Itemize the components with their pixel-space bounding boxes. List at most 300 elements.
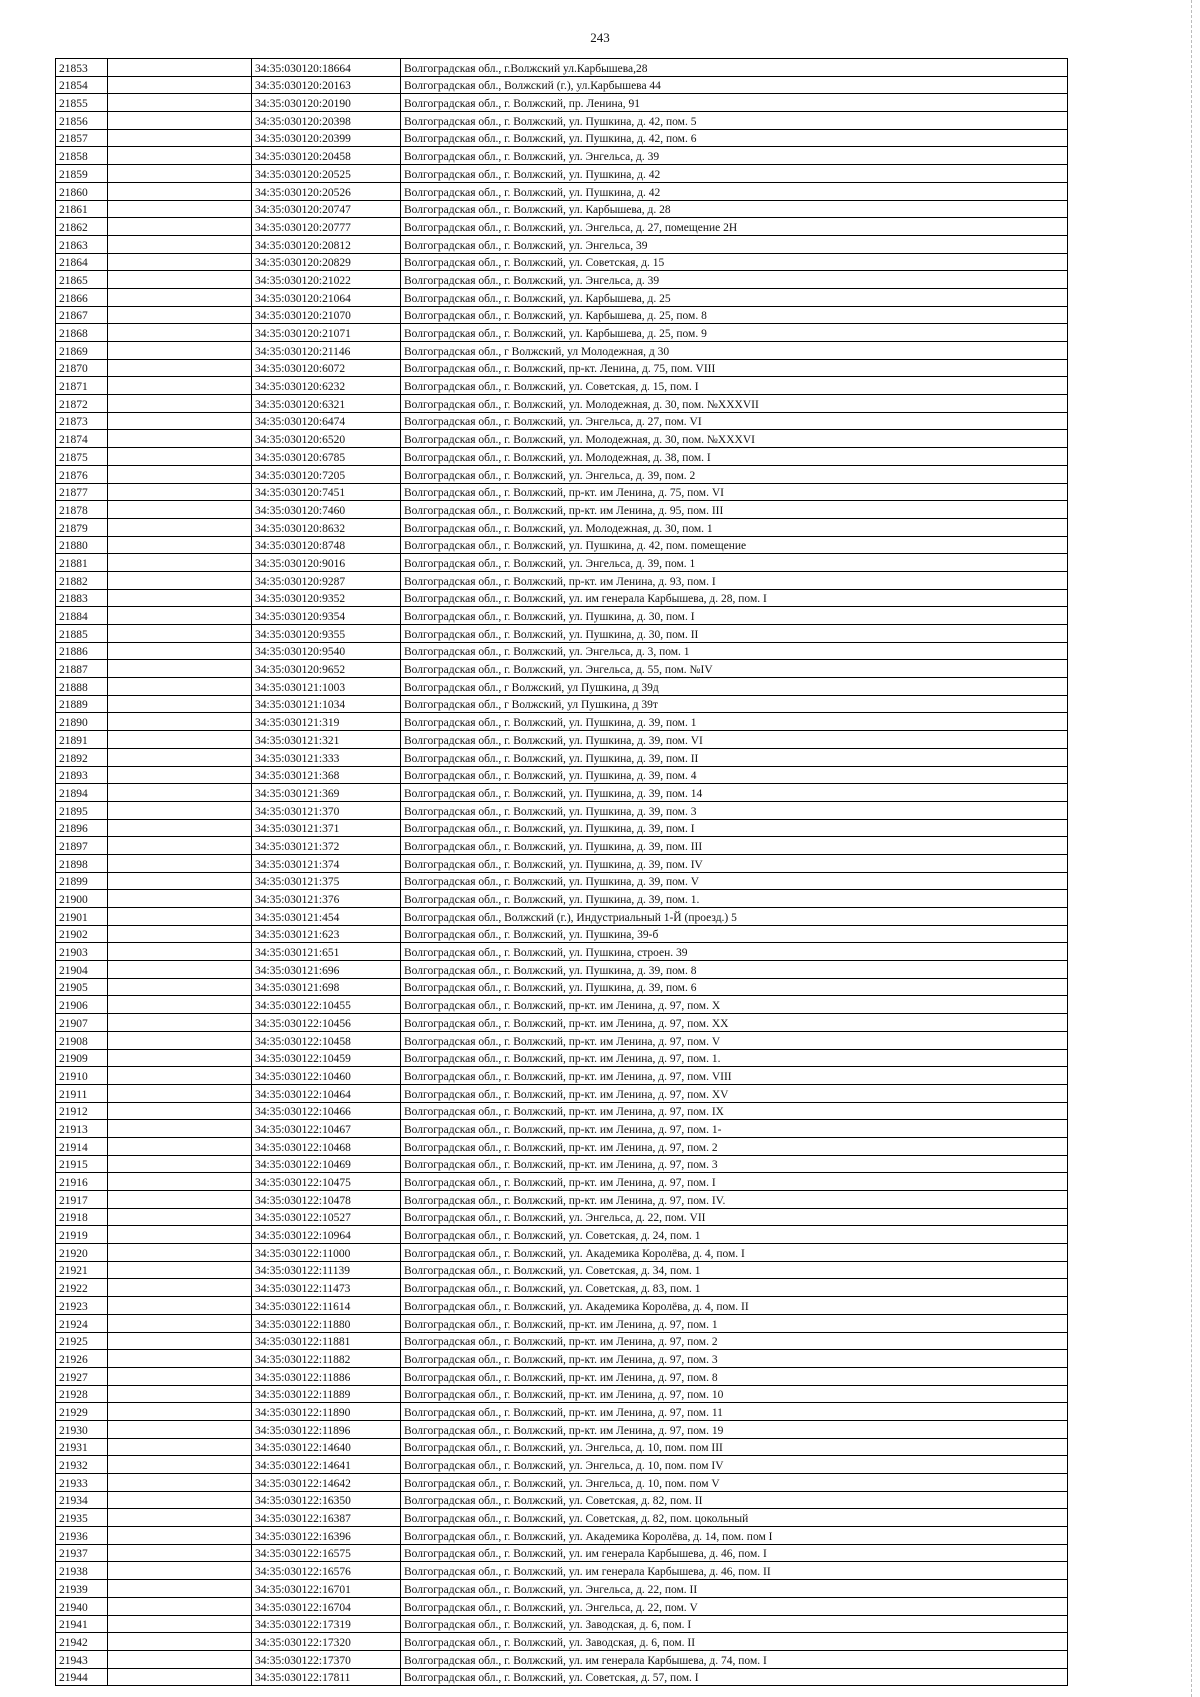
- num-cell: 21922: [56, 1279, 108, 1297]
- table-row: [56, 1226, 1068, 1244]
- cadastral-number-cell: 34:35:030122:10466: [252, 1102, 401, 1120]
- cadastral-number-cell: 34:35:030122:10469: [252, 1155, 401, 1173]
- blank-cell: [108, 76, 252, 94]
- blank-cell: [108, 1633, 252, 1651]
- table-row: [56, 1544, 1068, 1562]
- address-cell: Волгоградская обл., г. Волжский, ул. им генерала Карбышева, д. 46, пом. II: [401, 1562, 1068, 1580]
- cadastral-number-cell: 34:35:030121:371: [252, 819, 401, 837]
- address-cell: Волгоградская обл., г. Волжский, ул. Пушкина, д. 42: [401, 182, 1068, 200]
- table-row: [56, 465, 1068, 483]
- address-cell: Волгоградская обл., г. Волжский, пр-кт. им Ленина, д. 95, пом. III: [401, 501, 1068, 519]
- table-row: [56, 147, 1068, 165]
- cadastral-number-cell: 34:35:030122:16576: [252, 1562, 401, 1580]
- cadastral-number-cell: 34:35:030120:8748: [252, 536, 401, 554]
- num-cell: 21942: [56, 1633, 108, 1651]
- cadastral-number-cell: 34:35:030120:20829: [252, 253, 401, 271]
- num-cell: 21917: [56, 1191, 108, 1209]
- table-row: [56, 695, 1068, 713]
- table-row: [56, 801, 1068, 819]
- cadastral-number-cell: 34:35:030122:10478: [252, 1191, 401, 1209]
- address-cell: Волгоградская обл., г. Волжский, пр-кт. им Ленина, д. 97, пом. 3: [401, 1155, 1068, 1173]
- address-cell: Волгоградская обл., г. Волжский, ул. Пушкина, д. 39, пом. 14: [401, 784, 1068, 802]
- cadastral-number-cell: 34:35:030122:10456: [252, 1014, 401, 1032]
- address-cell: Волгоградская обл., г. Волжский, ул. Пушкина, д. 39, пом. III: [401, 837, 1068, 855]
- cadastral-number-cell: 34:35:030122:10527: [252, 1208, 401, 1226]
- table-row: [56, 1208, 1068, 1226]
- blank-cell: [108, 412, 252, 430]
- table-row: [56, 996, 1068, 1014]
- cadastral-number-cell: 34:35:030120:21064: [252, 288, 401, 306]
- cadastral-number-cell: 34:35:030122:10475: [252, 1173, 401, 1191]
- address-cell: Волгоградская обл., г. Волжский, пр-кт. им Ленина, д. 97, пом. 11: [401, 1403, 1068, 1421]
- address-cell: Волгоградская обл., г. Волжский, ул. Пушкина, 39-б: [401, 925, 1068, 943]
- num-cell: 21904: [56, 961, 108, 979]
- num-cell: 21872: [56, 395, 108, 413]
- cadastral-number-cell: 34:35:030122:16704: [252, 1597, 401, 1615]
- address-cell: Волгоградская обл., г. Волжский, ул. Пушкина, д. 39, пом. V: [401, 872, 1068, 890]
- blank-cell: [108, 1580, 252, 1598]
- num-cell: 21878: [56, 501, 108, 519]
- num-cell: 21869: [56, 342, 108, 360]
- table-row: [56, 94, 1068, 112]
- address-cell: Волгоградская обл., г. Волжский, ул. Пушкина, д. 39, пом. 1.: [401, 890, 1068, 908]
- address-cell: Волгоградская обл., г. Волжский, ул. Энгельса, 39: [401, 235, 1068, 253]
- cadastral-number-cell: 34:35:030121:372: [252, 837, 401, 855]
- address-cell: Волгоградская обл., г. Волжский, ул. Советская, д. 82, пом. цокольный: [401, 1509, 1068, 1527]
- blank-cell: [108, 1208, 252, 1226]
- blank-cell: [108, 713, 252, 731]
- cadastral-number-cell: 34:35:030121:623: [252, 925, 401, 943]
- table-row: [56, 59, 1068, 77]
- num-cell: 21928: [56, 1385, 108, 1403]
- table-row: [56, 872, 1068, 890]
- table-row: [56, 1120, 1068, 1138]
- cadastral-number-cell: 34:35:030120:6785: [252, 448, 401, 466]
- num-cell: 21856: [56, 112, 108, 130]
- num-cell: 21941: [56, 1615, 108, 1633]
- address-cell: Волгоградская обл., г. Волжский, ул. Энгельса, д. 27, пом. VI: [401, 412, 1068, 430]
- blank-cell: [108, 165, 252, 183]
- blank-cell: [108, 1014, 252, 1032]
- num-cell: 21886: [56, 642, 108, 660]
- cadastral-number-cell: 34:35:030120:21071: [252, 324, 401, 342]
- num-cell: 21875: [56, 448, 108, 466]
- blank-cell: [108, 1420, 252, 1438]
- address-cell: Волгоградская обл., г. Волжский, ул. Пушкина, д. 39, пом. 3: [401, 801, 1068, 819]
- blank-cell: [108, 483, 252, 501]
- table-row: [56, 961, 1068, 979]
- address-cell: Волгоградская обл., Волжский (г.), Индустриальный 1-Й (проезд.) 5: [401, 908, 1068, 926]
- table-row: [56, 1014, 1068, 1032]
- num-cell: 21867: [56, 306, 108, 324]
- blank-cell: [108, 589, 252, 607]
- table-row: [56, 748, 1068, 766]
- table-row: [56, 536, 1068, 554]
- address-cell: Волгоградская обл., г. Волжский, ул. Советская, д. 34, пом. 1: [401, 1261, 1068, 1279]
- table-row: [56, 571, 1068, 589]
- blank-cell: [108, 147, 252, 165]
- address-cell: Волгоградская обл., г. Волжский, пр-кт. им Ленина, д. 97, пом. 2: [401, 1332, 1068, 1350]
- blank-cell: [108, 1650, 252, 1668]
- address-cell: Волгоградская обл., г. Волжский, ул. Академика Королёва, д. 4, пом. II: [401, 1297, 1068, 1315]
- cadastral-number-cell: 34:35:030120:6072: [252, 359, 401, 377]
- address-cell: Волгоградская обл., г. Волжский, ул. Энгельса, д. 39: [401, 271, 1068, 289]
- num-cell: 21885: [56, 625, 108, 643]
- blank-cell: [108, 1084, 252, 1102]
- num-cell: 21913: [56, 1120, 108, 1138]
- num-cell: 21881: [56, 554, 108, 572]
- num-cell: 21930: [56, 1420, 108, 1438]
- table-row: [56, 271, 1068, 289]
- num-cell: 21854: [56, 76, 108, 94]
- num-cell: 21915: [56, 1155, 108, 1173]
- blank-cell: [108, 1279, 252, 1297]
- table-row: [56, 483, 1068, 501]
- cadastral-number-cell: 34:35:030122:10464: [252, 1084, 401, 1102]
- address-cell: Волгоградская обл., г. Волжский, ул. Карбышева, д. 28: [401, 200, 1068, 218]
- blank-cell: [108, 377, 252, 395]
- table-row: [56, 1155, 1068, 1173]
- cadastral-number-cell: 34:35:030122:17319: [252, 1615, 401, 1633]
- address-cell: Волгоградская обл., г. Волжский, пр-кт. Ленина, д. 75, пом. VIII: [401, 359, 1068, 377]
- cadastral-number-cell: 34:35:030120:9016: [252, 554, 401, 572]
- blank-cell: [108, 1067, 252, 1085]
- num-cell: 21918: [56, 1208, 108, 1226]
- cadastral-number-cell: 34:35:030120:20399: [252, 129, 401, 147]
- num-cell: 21934: [56, 1491, 108, 1509]
- address-cell: Волгоградская обл., г. Волжский, ул. им генерала Карбышева, д. 74, пом. I: [401, 1650, 1068, 1668]
- num-cell: 21937: [56, 1544, 108, 1562]
- cadastral-number-cell: 34:35:030122:14641: [252, 1456, 401, 1474]
- blank-cell: [108, 1314, 252, 1332]
- cadastral-number-cell: 34:35:030122:11880: [252, 1314, 401, 1332]
- table-row: [56, 235, 1068, 253]
- num-cell: 21911: [56, 1084, 108, 1102]
- cadastral-number-cell: 34:35:030122:10455: [252, 996, 401, 1014]
- blank-cell: [108, 819, 252, 837]
- num-cell: 21862: [56, 218, 108, 236]
- address-cell: Волгоградская обл., г Волжский, ул Пушкина, д 39т: [401, 695, 1068, 713]
- table-row: [56, 1031, 1068, 1049]
- cadastral-number-cell: 34:35:030122:11473: [252, 1279, 401, 1297]
- address-cell: Волгоградская обл., г. Волжский, ул. Заводская, д. 6, пом. I: [401, 1615, 1068, 1633]
- blank-cell: [108, 288, 252, 306]
- page-number: 243: [590, 30, 610, 45]
- num-cell: 21891: [56, 731, 108, 749]
- cadastral-number-cell: 34:35:030122:11896: [252, 1420, 401, 1438]
- cadastral-number-cell: 34:35:030122:10459: [252, 1049, 401, 1067]
- table-row: [56, 1456, 1068, 1474]
- table-row: [56, 412, 1068, 430]
- table-row: [56, 1279, 1068, 1297]
- table-row: [56, 1067, 1068, 1085]
- address-cell: Волгоградская обл., г. Волжский, пр-кт. им Ленина, д. 93, пом. I: [401, 571, 1068, 589]
- num-cell: 21892: [56, 748, 108, 766]
- cadastral-number-cell: 34:35:030122:10964: [252, 1226, 401, 1244]
- blank-cell: [108, 430, 252, 448]
- table-row: [56, 1244, 1068, 1262]
- address-cell: Волгоградская обл., г. Волжский, ул. Академика Королёва, д. 4, пом. I: [401, 1244, 1068, 1262]
- num-cell: 21882: [56, 571, 108, 589]
- num-cell: 21935: [56, 1509, 108, 1527]
- cadastral-number-cell: 34:35:030122:11886: [252, 1367, 401, 1385]
- address-cell: Волгоградская обл., г. Волжский, пр-кт. им Ленина, д. 97, пом. I: [401, 1173, 1068, 1191]
- table-row: [56, 1350, 1068, 1368]
- num-cell: 21857: [56, 129, 108, 147]
- cadastral-number-cell: 34:35:030122:11882: [252, 1350, 401, 1368]
- table-row: [56, 182, 1068, 200]
- table-row: [56, 943, 1068, 961]
- num-cell: 21939: [56, 1580, 108, 1598]
- num-cell: 21879: [56, 518, 108, 536]
- cadastral-number-cell: 34:35:030120:9354: [252, 607, 401, 625]
- num-cell: 21923: [56, 1297, 108, 1315]
- address-cell: Волгоградская обл., г. Волжский, пр-кт. им Ленина, д. 97, пом. 2: [401, 1137, 1068, 1155]
- num-cell: 21887: [56, 660, 108, 678]
- table-row: [56, 1527, 1068, 1545]
- cadastral-number-cell: 34:35:030120:20458: [252, 147, 401, 165]
- address-cell: Волгоградская обл., г. Волжский, ул. Энгельса, д. 39, пом. 1: [401, 554, 1068, 572]
- num-cell: 21858: [56, 147, 108, 165]
- cadastral-number-cell: 34:35:030122:11890: [252, 1403, 401, 1421]
- table-row: [56, 908, 1068, 926]
- blank-cell: [108, 978, 252, 996]
- table-row: [56, 342, 1068, 360]
- table-row: [56, 359, 1068, 377]
- blank-cell: [108, 536, 252, 554]
- blank-cell: [108, 1668, 252, 1686]
- cadastral-number-cell: 34:35:030121:321: [252, 731, 401, 749]
- table-row: [56, 1049, 1068, 1067]
- cadastral-number-cell: 34:35:030120:9352: [252, 589, 401, 607]
- blank-cell: [108, 908, 252, 926]
- cadastral-number-cell: 34:35:030120:9355: [252, 625, 401, 643]
- num-cell: 21889: [56, 695, 108, 713]
- table-row: [56, 642, 1068, 660]
- blank-cell: [108, 695, 252, 713]
- cadastral-number-cell: 34:35:030120:20398: [252, 112, 401, 130]
- blank-cell: [108, 59, 252, 77]
- cadastral-number-cell: 34:35:030122:16396: [252, 1527, 401, 1545]
- table-row: [56, 1261, 1068, 1279]
- cadastral-number-cell: 34:35:030122:16575: [252, 1544, 401, 1562]
- cadastral-number-cell: 34:35:030121:1003: [252, 678, 401, 696]
- blank-cell: [108, 1474, 252, 1492]
- table-row: [56, 589, 1068, 607]
- address-cell: Волгоградская обл., г. Волжский, ул. Пушкина, д. 30, пом. I: [401, 607, 1068, 625]
- cadastral-number-cell: 34:35:030122:17811: [252, 1668, 401, 1686]
- table-row: [56, 1420, 1068, 1438]
- cadastral-number-cell: 34:35:030121:376: [252, 890, 401, 908]
- cadastral-number-cell: 34:35:030120:6520: [252, 430, 401, 448]
- address-cell: Волгоградская обл., г.Волжский ул.Карбышева,28: [401, 59, 1068, 77]
- table-row: [56, 306, 1068, 324]
- cadastral-number-cell: 34:35:030120:9652: [252, 660, 401, 678]
- cadastral-number-cell: 34:35:030122:10458: [252, 1031, 401, 1049]
- blank-cell: [108, 1226, 252, 1244]
- table-row: [56, 1173, 1068, 1191]
- address-cell: Волгоградская обл., г. Волжский, пр-кт. им Ленина, д. 97, пом. 19: [401, 1420, 1068, 1438]
- num-cell: 21890: [56, 713, 108, 731]
- address-cell: Волгоградская обл., г. Волжский, пр-кт. им Ленина, д. 97, пом. 8: [401, 1367, 1068, 1385]
- blank-cell: [108, 1597, 252, 1615]
- table-row: [56, 218, 1068, 236]
- address-cell: Волгоградская обл., г. Волжский, ул. Карбышева, д. 25, пом. 8: [401, 306, 1068, 324]
- address-cell: Волгоградская обл., г. Волжский, ул. Энгельса, д. 10, пом. пом IV: [401, 1456, 1068, 1474]
- blank-cell: [108, 271, 252, 289]
- num-cell: 21919: [56, 1226, 108, 1244]
- num-cell: 21902: [56, 925, 108, 943]
- address-cell: Волгоградская обл., г Волжский, ул Молодежная, д 30: [401, 342, 1068, 360]
- blank-cell: [108, 872, 252, 890]
- address-cell: Волгоградская обл., г. Волжский, ул. Энгельса, д. 27, помещение 2Н: [401, 218, 1068, 236]
- cadastral-number-cell: 34:35:030120:20525: [252, 165, 401, 183]
- table-row: [56, 112, 1068, 130]
- cadastral-number-cell: 34:35:030120:20190: [252, 94, 401, 112]
- cadastral-number-cell: 34:35:030120:7460: [252, 501, 401, 519]
- table-row: [56, 1633, 1068, 1651]
- num-cell: 21868: [56, 324, 108, 342]
- num-cell: 21940: [56, 1597, 108, 1615]
- num-cell: 21894: [56, 784, 108, 802]
- blank-cell: [108, 625, 252, 643]
- address-cell: Волгоградская обл., г. Волжский, ул. Молодежная, д. 30, пом. 1: [401, 518, 1068, 536]
- num-cell: 21916: [56, 1173, 108, 1191]
- table-row: [56, 1491, 1068, 1509]
- blank-cell: [108, 94, 252, 112]
- address-cell: Волгоградская обл., г. Волжский, ул. Энгельса, д. 55, пом. №IV: [401, 660, 1068, 678]
- address-cell: Волгоградская обл., г. Волжский, пр-кт. им Ленина, д. 97, пом. 10: [401, 1385, 1068, 1403]
- blank-cell: [108, 1544, 252, 1562]
- num-cell: 21926: [56, 1350, 108, 1368]
- table-row: [56, 766, 1068, 784]
- table-row: [56, 76, 1068, 94]
- num-cell: 21871: [56, 377, 108, 395]
- num-cell: 21870: [56, 359, 108, 377]
- blank-cell: [108, 112, 252, 130]
- cadastral-number-cell: 34:35:030122:14642: [252, 1474, 401, 1492]
- table-row: [56, 678, 1068, 696]
- cadastral-number-cell: 34:35:030122:10467: [252, 1120, 401, 1138]
- blank-cell: [108, 1615, 252, 1633]
- address-cell: Волгоградская обл., г. Волжский, пр. Ленина, 91: [401, 94, 1068, 112]
- cadastral-number-cell: 34:35:030122:14640: [252, 1438, 401, 1456]
- table-row: [56, 1474, 1068, 1492]
- blank-cell: [108, 571, 252, 589]
- blank-cell: [108, 961, 252, 979]
- address-cell: Волгоградская обл., г. Волжский, ул. Заводская, д. 6, пом. II: [401, 1633, 1068, 1651]
- num-cell: 21921: [56, 1261, 108, 1279]
- blank-cell: [108, 1367, 252, 1385]
- cadastral-number-cell: 34:35:030121:368: [252, 766, 401, 784]
- address-cell: Волгоградская обл., г. Волжский, ул. Советская, д. 15: [401, 253, 1068, 271]
- address-cell: Волгоградская обл., г. Волжский, пр-кт. им Ленина, д. 75, пом. VI: [401, 483, 1068, 501]
- address-cell: Волгоградская обл., г. Волжский, ул. Пушкина, д. 42, пом. 6: [401, 129, 1068, 147]
- table-row: [56, 1580, 1068, 1598]
- address-cell: Волгоградская обл., г. Волжский, ул. Энгельса, д. 10, пом. пом III: [401, 1438, 1068, 1456]
- table-row: [56, 165, 1068, 183]
- num-cell: 21938: [56, 1562, 108, 1580]
- address-cell: Волгоградская обл., г. Волжский, ул. Пушкина, д. 39, пом. 1: [401, 713, 1068, 731]
- num-cell: 21883: [56, 589, 108, 607]
- blank-cell: [108, 1491, 252, 1509]
- address-cell: Волгоградская обл., г. Волжский, ул. Пушкина, д. 42, пом. помещение: [401, 536, 1068, 554]
- blank-cell: [108, 731, 252, 749]
- address-cell: Волгоградская обл., г. Волжский, ул. Энгельса, д. 22, пом. V: [401, 1597, 1068, 1615]
- cadastral-number-cell: 34:35:030122:11139: [252, 1261, 401, 1279]
- address-cell: Волгоградская обл., г. Волжский, пр-кт. им Ленина, д. 97, пом. X: [401, 996, 1068, 1014]
- table-row: [56, 1297, 1068, 1315]
- table-row: [56, 854, 1068, 872]
- address-cell: Волгоградская обл., г. Волжский, ул. Пушкина, д. 39, пом. IV: [401, 854, 1068, 872]
- num-cell: 21865: [56, 271, 108, 289]
- blank-cell: [108, 925, 252, 943]
- blank-cell: [108, 837, 252, 855]
- blank-cell: [108, 1031, 252, 1049]
- cadastral-number-cell: 34:35:030121:454: [252, 908, 401, 926]
- cadastral-number-cell: 34:35:030121:374: [252, 854, 401, 872]
- address-cell: Волгоградская обл., г. Волжский, ул. Энгельса, д. 39: [401, 147, 1068, 165]
- table-row: [56, 1668, 1068, 1686]
- num-cell: 21944: [56, 1668, 108, 1686]
- address-cell: Волгоградская обл., г. Волжский, ул. Энгельса, д. 22, пом. II: [401, 1580, 1068, 1598]
- table-row: [56, 1332, 1068, 1350]
- num-cell: 21901: [56, 908, 108, 926]
- num-cell: 21861: [56, 200, 108, 218]
- num-cell: 21936: [56, 1527, 108, 1545]
- blank-cell: [108, 1527, 252, 1545]
- table-row: [56, 819, 1068, 837]
- cadastral-number-cell: 34:35:030122:10460: [252, 1067, 401, 1085]
- address-cell: Волгоградская обл., г. Волжский, ул. Энгельса, д. 22, пом. VII: [401, 1208, 1068, 1226]
- address-cell: Волгоградская обл., г. Волжский, пр-кт. им Ленина, д. 97, пом. IV.: [401, 1191, 1068, 1209]
- table-row: [56, 1367, 1068, 1385]
- table-row: [56, 607, 1068, 625]
- blank-cell: [108, 1385, 252, 1403]
- address-cell: Волгоградская обл., г. Волжский, ул. им генерала Карбышева, д. 28, пом. I: [401, 589, 1068, 607]
- blank-cell: [108, 554, 252, 572]
- blank-cell: [108, 1155, 252, 1173]
- address-cell: Волгоградская обл., г. Волжский, ул. Советская, д. 24, пом. 1: [401, 1226, 1068, 1244]
- num-cell: 21866: [56, 288, 108, 306]
- cadastral-number-cell: 34:35:030120:20163: [252, 76, 401, 94]
- table-row: [56, 978, 1068, 996]
- address-cell: Волгоградская обл., г. Волжский, пр-кт. им Ленина, д. 97, пом. XV: [401, 1084, 1068, 1102]
- blank-cell: [108, 306, 252, 324]
- cadastral-number-cell: 34:35:030120:6321: [252, 395, 401, 413]
- cadastral-number-cell: 34:35:030120:9287: [252, 571, 401, 589]
- num-cell: 21853: [56, 59, 108, 77]
- blank-cell: [108, 359, 252, 377]
- table-row: [56, 288, 1068, 306]
- address-cell: Волгоградская обл., г. Волжский, ул. Пушкина, д. 39, пом. II: [401, 748, 1068, 766]
- num-cell: 21874: [56, 430, 108, 448]
- num-cell: 21855: [56, 94, 108, 112]
- table-row: [56, 1191, 1068, 1209]
- blank-cell: [108, 324, 252, 342]
- cadastral-number-cell: 34:35:030121:369: [252, 784, 401, 802]
- num-cell: 21924: [56, 1314, 108, 1332]
- blank-cell: [108, 518, 252, 536]
- cadastral-number-cell: 34:35:030120:21146: [252, 342, 401, 360]
- table-row: [56, 1102, 1068, 1120]
- address-cell: Волгоградская обл., г. Волжский, пр-кт. им Ленина, д. 97, пом. IX: [401, 1102, 1068, 1120]
- address-cell: Волгоградская обл., г. Волжский, пр-кт. им Ленина, д. 97, пом. 1: [401, 1314, 1068, 1332]
- cadastral-number-cell: 34:35:030122:17370: [252, 1650, 401, 1668]
- num-cell: 21908: [56, 1031, 108, 1049]
- table-row: [56, 518, 1068, 536]
- blank-cell: [108, 1102, 252, 1120]
